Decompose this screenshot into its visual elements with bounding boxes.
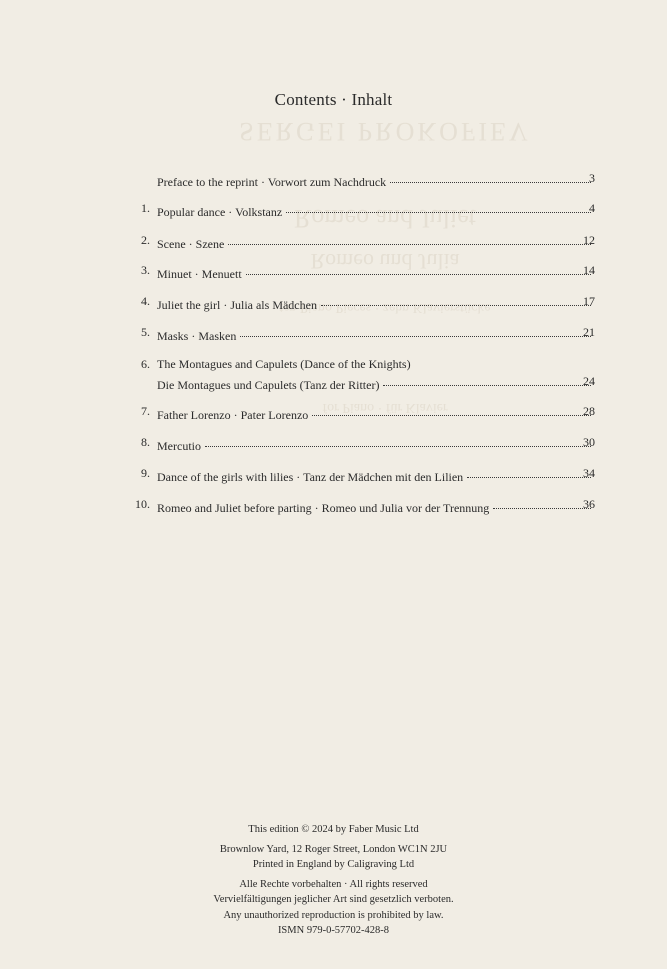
- bleed-through-composer: SERGEI PROKOFIEV: [239, 117, 531, 146]
- entry-page: 30: [583, 435, 595, 449]
- entry-title: Scene · Szene: [157, 237, 225, 251]
- entry-page: 34: [583, 466, 595, 480]
- entry-title: Romeo and Juliet before parting · Romeo und Julia vor der Trennung: [157, 501, 490, 515]
- toc-entry-4: [0, 294, 667, 310]
- entry-page: 28: [583, 404, 595, 418]
- dot-leader: [383, 371, 591, 386]
- toc-entry-1: [0, 201, 667, 217]
- dot-leader: [240, 322, 591, 337]
- reproduction-notice-de: Vervielfältigungen jeglicher Art sind gesetzlich verboten.: [213, 894, 454, 905]
- bleed-through-description: ten Piano Pieces · zehn Klavierstücke: [279, 300, 491, 315]
- dot-leader: [246, 260, 591, 275]
- entry-title: Father Lorenzo · Pater Lorenzo: [157, 408, 309, 422]
- entry-number: 10.: [135, 497, 150, 511]
- dot-leader: [205, 432, 591, 447]
- dot-leader: [493, 494, 591, 509]
- toc-entry-7: [0, 404, 667, 420]
- entry-title-line1: The Montagues and Capulets (Dance of the Knights): [157, 357, 411, 371]
- entry-page: 14: [583, 263, 595, 277]
- entry-number: 3.: [141, 263, 150, 277]
- toc-entry-9: [0, 466, 667, 482]
- imprint: [0, 822, 667, 939]
- dot-leader: [228, 230, 591, 245]
- entry-number: 6.: [141, 357, 150, 371]
- entry-page: 12: [583, 233, 595, 247]
- entry-number: 9.: [141, 466, 150, 480]
- dot-leader: [467, 463, 591, 478]
- toc-entry-5: [0, 325, 667, 341]
- page-title: Contents · Inhalt: [274, 90, 393, 109]
- reproduction-notice-en: Any unauthorized reproduction is prohibited by law.: [223, 909, 444, 921]
- entry-page: 24: [583, 374, 595, 388]
- entry-title: Mercutio: [157, 439, 201, 453]
- entry-number: 2.: [141, 233, 150, 247]
- bleed-through-title: Romeo and Juliet: [294, 204, 476, 233]
- entry-page: 36: [583, 497, 595, 511]
- entry-number: 8.: [141, 435, 150, 449]
- toc-entry-6: [0, 357, 667, 390]
- dot-leader: [286, 198, 591, 213]
- toc-entry-10: [0, 497, 667, 513]
- dot-leader: [390, 168, 591, 183]
- entry-title: Masks · Masken: [157, 329, 237, 343]
- entry-page: 17: [583, 294, 595, 308]
- entry-number: 7.: [141, 404, 150, 418]
- entry-page: 3: [589, 171, 595, 185]
- entry-title: Die Montagues und Capulets (Tanz der Ritter): [157, 378, 380, 392]
- entry-page: 4: [589, 201, 595, 215]
- entry-page: 21: [583, 325, 595, 339]
- printer-line: Printed in England by Caligraving Ltd: [252, 859, 415, 870]
- publisher-address: Brownlow Yard, 12 Roger Street, London WC1N 2JU: [219, 843, 448, 855]
- entry-title: Preface to the reprint · Vorwort zum Nachdruck: [157, 175, 387, 189]
- entry-title: Popular dance · Volkstanz: [157, 205, 283, 219]
- entry-number: 1.: [141, 201, 150, 215]
- bleed-through-instrument: for Piano · für Klavier: [322, 400, 448, 415]
- bleed-through-subtitle: Romeo und Julia: [310, 249, 460, 274]
- entry-number: 5.: [141, 325, 150, 339]
- entry-number: 4.: [141, 294, 150, 308]
- toc-entry-preface: [0, 171, 667, 187]
- rights-line: Alle Rechte vorbehalten · All rights reserved: [239, 878, 428, 890]
- toc-entry-2: [0, 233, 667, 249]
- entry-title: Dance of the girls with lilies · Tanz der Mädchen mit den Lilien: [157, 470, 464, 484]
- ismn: ISMN 979-0-57702-428-8: [277, 925, 390, 936]
- toc-entry-8: [0, 435, 667, 451]
- copyright-line: This edition © 2024 by Faber Music Ltd: [248, 824, 419, 835]
- dot-leader: [321, 291, 591, 306]
- dot-leader: [312, 401, 591, 416]
- entry-title: Juliet the girl · Julia als Mädchen: [157, 298, 317, 312]
- toc-entry-3: [0, 263, 667, 279]
- entry-title: Minuet · Menuett: [157, 267, 242, 281]
